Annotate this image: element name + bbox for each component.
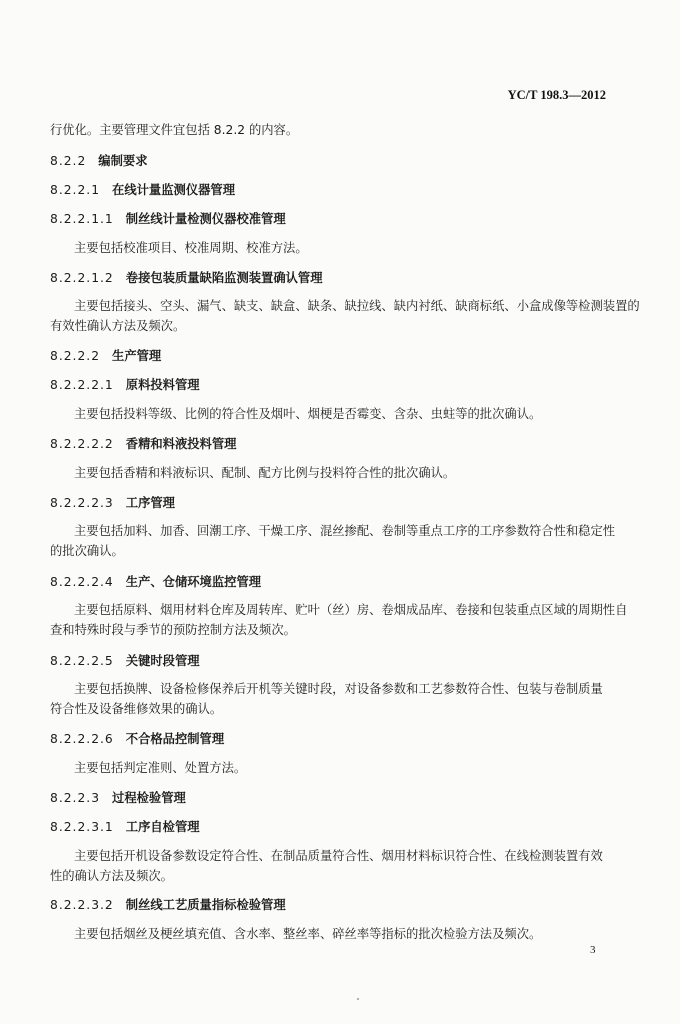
section-heading [50, 788, 186, 806]
section-title: 卷接包装质量缺陷监测装置确认管理 [125, 271, 323, 285]
section-title: 不合格品控制管理 [125, 732, 225, 746]
section-heading [50, 817, 200, 835]
section-number: 8.2.2.2.4 [50, 575, 114, 589]
section-number: 8.2.2.3.2 [50, 898, 114, 912]
section-number: 8.2.2.3.1 [50, 820, 114, 834]
paragraph-text: 主要包括校准项目、校准周期、校准方法。 [74, 241, 308, 255]
paragraph-text: 主要包括香精和料液标识、配制、配方比例与投料符合性的批次确认。 [74, 466, 456, 480]
scan-speck [357, 998, 359, 1000]
section-title: 原料投料管理 [125, 378, 200, 392]
paragraph-text: 主要包括判定准则、处置方法。 [74, 761, 247, 775]
section-number: 8.2.2 [50, 154, 87, 168]
section-number: 8.2.2.3 [50, 791, 101, 805]
section-heading [50, 493, 175, 511]
paragraph-text-continued: 查和特殊时段与季节的预防控制方法及频次。 [50, 623, 296, 637]
section-heading [50, 651, 200, 669]
section-heading [50, 375, 200, 393]
section-heading [50, 209, 286, 227]
paragraph-text: 行优化。主要管理文件宜包括 8.2.2 的内容。 [50, 123, 299, 137]
section-number: 8.2.2.1.2 [50, 271, 114, 285]
section-title: 生产、仓储环境监控管理 [125, 575, 262, 589]
section-number: 8.2.2.1 [50, 183, 101, 197]
section-heading [50, 434, 236, 452]
section-title: 编制要求 [98, 154, 148, 168]
section-heading [50, 729, 224, 747]
section-title: 关键时段管理 [125, 654, 200, 668]
section-heading [50, 572, 261, 590]
section-title: 工序自检管理 [125, 820, 200, 834]
section-title: 工序管理 [125, 496, 175, 510]
paragraph-text: 主要包括换牌、设备检修保养后开机等关键时段，对设备参数和工艺参数符合性、包装与卷制质量 [74, 682, 603, 696]
section-title: 过程检验管理 [112, 791, 186, 805]
paragraph-text-continued: 有效性确认方法及频次。 [50, 319, 186, 333]
page-number: 3 [590, 944, 596, 956]
section-number: 8.2.2.2.1 [50, 378, 114, 392]
section-heading [50, 895, 286, 913]
paragraph-text: 主要包括接头、空头、漏气、缺支、缺盒、缺条、缺拉线、缺内衬纸、缺商标纸、小盒成像等检测装置的 [74, 299, 640, 313]
section-title: 在线计量监测仪器管理 [112, 183, 236, 197]
paragraph-text: 主要包括加料、加香、回潮工序、干燥工序、混丝掺配、卷制等重点工序的工序参数符合性和稳定性 [74, 524, 616, 538]
section-number: 8.2.2.1.1 [50, 212, 114, 226]
section-title: 制丝线计量检测仪器校准管理 [125, 212, 286, 226]
section-heading [50, 180, 235, 198]
paragraph-text: 主要包括投料等级、比例的符合性及烟叶、烟梗是否霉变、含杂、虫蛀等的批次确认。 [74, 407, 542, 421]
paragraph-text-continued: 符合性及设备维修效果的确认。 [50, 702, 223, 716]
section-heading [50, 151, 148, 169]
paragraph-text-continued: 性的确认方法及频次。 [50, 869, 173, 883]
paragraph-text: 主要包括开机设备参数设定符合性、在制品质量符合性、烟用材料标识符合性、在线检测装置有效 [74, 849, 603, 863]
section-heading [50, 346, 161, 364]
paragraph-text-continued: 的批次确认。 [50, 544, 124, 558]
section-title: 香精和料液投料管理 [125, 437, 237, 451]
paragraph-text: 主要包括原料、烟用材料仓库及周转库、贮叶（丝）房、卷烟成品库、卷接和包装重点区域的周期性自 [74, 603, 628, 617]
section-number: 8.2.2.2 [50, 349, 101, 363]
section-number: 8.2.2.2.2 [50, 437, 114, 451]
section-title: 生产管理 [112, 349, 162, 363]
section-heading [50, 268, 323, 286]
section-number: 8.2.2.2.3 [50, 496, 114, 510]
section-title: 制丝线工艺质量指标检验管理 [125, 898, 286, 912]
paragraph-text: 主要包括烟丝及梗丝填充值、含水率、整丝率、碎丝率等指标的批次检验方法及频次。 [74, 927, 542, 941]
section-number: 8.2.2.2.6 [50, 732, 114, 746]
section-number: 8.2.2.2.5 [50, 654, 114, 668]
standard-number-header: YC/T 198.3—2012 [507, 88, 606, 102]
